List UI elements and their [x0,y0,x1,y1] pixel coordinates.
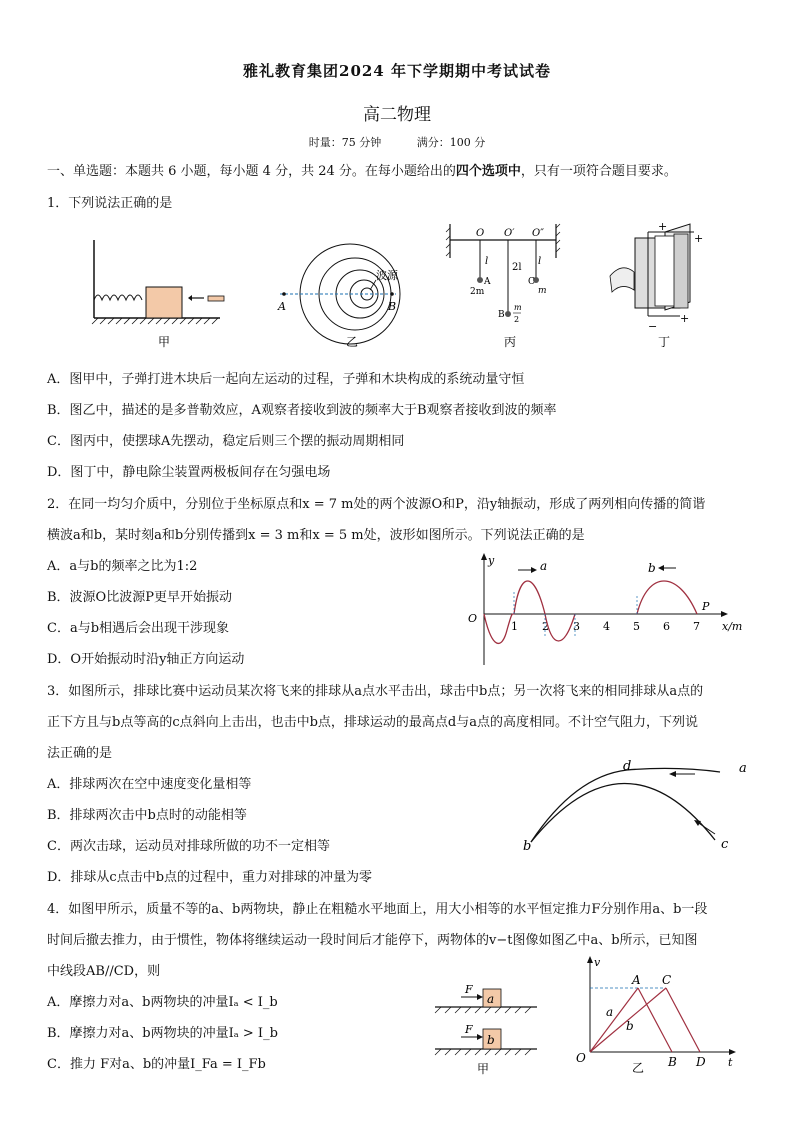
label-2m: 2m [470,287,485,297]
label-jia: 甲 [158,335,171,349]
q2-option-a: A．a与b的频率之比为1:2 [47,559,198,574]
point-c-label: C [662,973,672,987]
label-a: a [540,559,548,573]
label-b: b [523,839,532,854]
section-intro-bold: 四个选项中 [455,164,521,179]
q3-trajectory-figure [515,756,755,856]
q3-option-c: C．两次击球，运动员对排球所做的功不一定相等 [47,839,330,854]
axis-x-label: x/m [722,620,743,633]
label-m-half-den: 2 [514,315,520,324]
figure-ding [610,220,703,349]
full-score: 满分：100 分 [416,136,486,149]
q2-stem-2: 横波a和b，某时刻a和b分别传播到x = 3 m和x = 5 m处，波形如图所示。下列说法正确的是 [47,528,585,543]
section-intro-a: 一、单选题：本题共 6 小题，每小题 4 分，共 24 分。在每小题给出的 [47,164,456,179]
figure-yi [277,244,400,349]
block-a-label: a [487,992,495,1006]
q3-stem-2: 正下方且与b点等高的c点斜向上击出，也击中b点，排球运动的最高点d与a点的高度相同。不计空气阻力，下列说 [47,715,698,730]
axis-y-label: y [488,554,495,567]
label-l1: l [485,256,489,267]
axis-v-label: v [594,956,601,969]
wave-a [484,581,575,643]
point-b-label: B [668,1055,677,1069]
figure-bing [446,224,560,349]
label-plus1: + [658,220,668,233]
force-label-b: F [465,1023,473,1036]
exam-meta [0,134,794,150]
q2-option-c: C．a与b相遇后会出现干涉现象 [47,621,230,636]
label-ball-a: A [484,277,491,287]
origin-label: O [468,612,478,625]
q4-stem-2: 时间后撤去推力，由于惯性，物体将继续运动一段时间后才能停下，两物体的v−t图像如图乙中a、b所示，已知图 [47,933,698,948]
point-d-label: D [696,1055,706,1069]
q4-figure-jia [425,975,545,1075]
q3-option-d: D．排球从c点击中b点的过程中，重力对排球的冲量为零 [47,870,373,885]
tick-4: 4 [603,620,610,633]
label-yi: 乙 [346,335,359,349]
label-2l: 2l [512,262,522,273]
label-d: d [623,759,632,774]
label-observer-b: B [388,300,397,313]
label-o2: O″ [532,228,544,239]
label-minus: − [648,320,658,333]
q1-figures [80,218,730,358]
figure-jia [92,240,224,349]
x-ticks [511,620,700,633]
wood-block [146,287,182,318]
label-p: P [702,600,710,613]
label-ding: 丁 [658,335,671,349]
q3-option-b: B．排球两次击中b点时的动能相等 [47,808,247,823]
tick-2: 2 [542,620,549,633]
q3-option-a: A．排球两次在空中速度变化量相等 [47,777,252,792]
label-observer-a: A [278,300,286,313]
origin-label: O [576,1051,586,1065]
q1-option-a: A．图甲中，子弹打进木块后一起向左运动的过程，子弹和木块构成的系统动量守恒 [47,372,525,387]
q1-option-c: C．图丙中，使摆球A先摆动，稳定后则三个摆的振动周期相同 [47,434,405,449]
label-m-half-num: m [514,303,522,312]
section-intro [47,160,677,179]
line-b-label: b [626,1019,634,1033]
tick-6: 6 [663,620,670,633]
q4-stem-1: 4．如图甲所示，质量不等的a、b两物块，静止在粗糙水平地面上，用大小相等的水平恒定推力F分别作用a、b一段 [47,902,708,917]
axis-t-label: t [728,1056,733,1069]
label-o1: O′ [504,228,515,239]
section-intro-b: ，只有一项符合题目要求。 [520,164,677,179]
q4-option-c: C．推力 F对a、b的冲量I_Fa = I_Fb [47,1057,266,1072]
trajectory-cb [531,783,715,842]
block-b-label: b [487,1033,495,1047]
label-l2: l [538,256,542,267]
label-b: b [648,561,656,575]
label-c: c [721,837,729,852]
label-plus3: + [680,312,690,325]
wave-b [637,581,697,614]
q4-option-a: A．摩擦力对a、b两物块的冲量Iₐ < I_b [47,995,278,1010]
q4-stem-3: 中线段AB//CD，则 [47,964,161,979]
bullet [208,296,224,301]
subject-title: 高二物理 [363,105,431,125]
label-ball-c: C [528,277,535,287]
label-ball-b: B [498,310,505,320]
label-yi: 乙 [632,1061,645,1074]
time-limit: 时量：75 分钟 [308,136,382,149]
label-jia: 甲 [477,1062,490,1075]
line-cd [666,988,700,1052]
force-label-a: F [465,983,473,996]
label-plus2: + [694,232,704,245]
q3-stem-1: 3．如图所示，排球比赛中运动员某次将飞来的排球从a点水平击出，球击中b点；另一次将飞来的相同排球从a点的 [47,684,704,699]
label-wave-source: 波源 [376,269,398,282]
q4-vt-figure [570,952,745,1074]
q1-option-b: B．图乙中，描述的是多普勒效应，A观察者接收到波的频率大于B观察者接收到波的频率 [47,403,557,418]
line-a-label: a [606,1005,614,1019]
q1-option-d: D．图丁中，静电除尘装置两极板间存在匀强电场 [47,465,331,480]
q3-stem-3: 法正确的是 [47,746,113,761]
q4-option-b: B．摩擦力对a、b两物块的冲量Iₐ > I_b [47,1026,278,1041]
q2-option-b: B．波源O比波源P更早开始振动 [47,590,232,605]
q2-wave-figure [460,550,760,670]
label-bing: 丙 [504,335,517,349]
q1-stem: 1．下列说法正确的是 [47,196,173,211]
trajectory-ab [531,768,720,842]
label-a: a [739,761,747,776]
label-o: O [476,228,485,239]
q2-stem-1: 2．在同一均匀介质中，分别位于坐标原点和x = 7 m处的两个波源O和P，沿y轴振动，形成了两列相向传播的简谐 [47,497,706,512]
tick-1: 1 [511,620,518,633]
tick-3: 3 [573,620,580,633]
tick-7: 7 [693,620,700,633]
label-m: m [538,286,547,296]
q2-option-d: D．O开始振动时沿y轴正方向运动 [47,652,245,667]
exam-title: 雅礼教育集团2024 年下学期期中考试试卷 [243,62,551,80]
point-a-label: A [632,973,641,987]
tick-5: 5 [633,620,640,633]
